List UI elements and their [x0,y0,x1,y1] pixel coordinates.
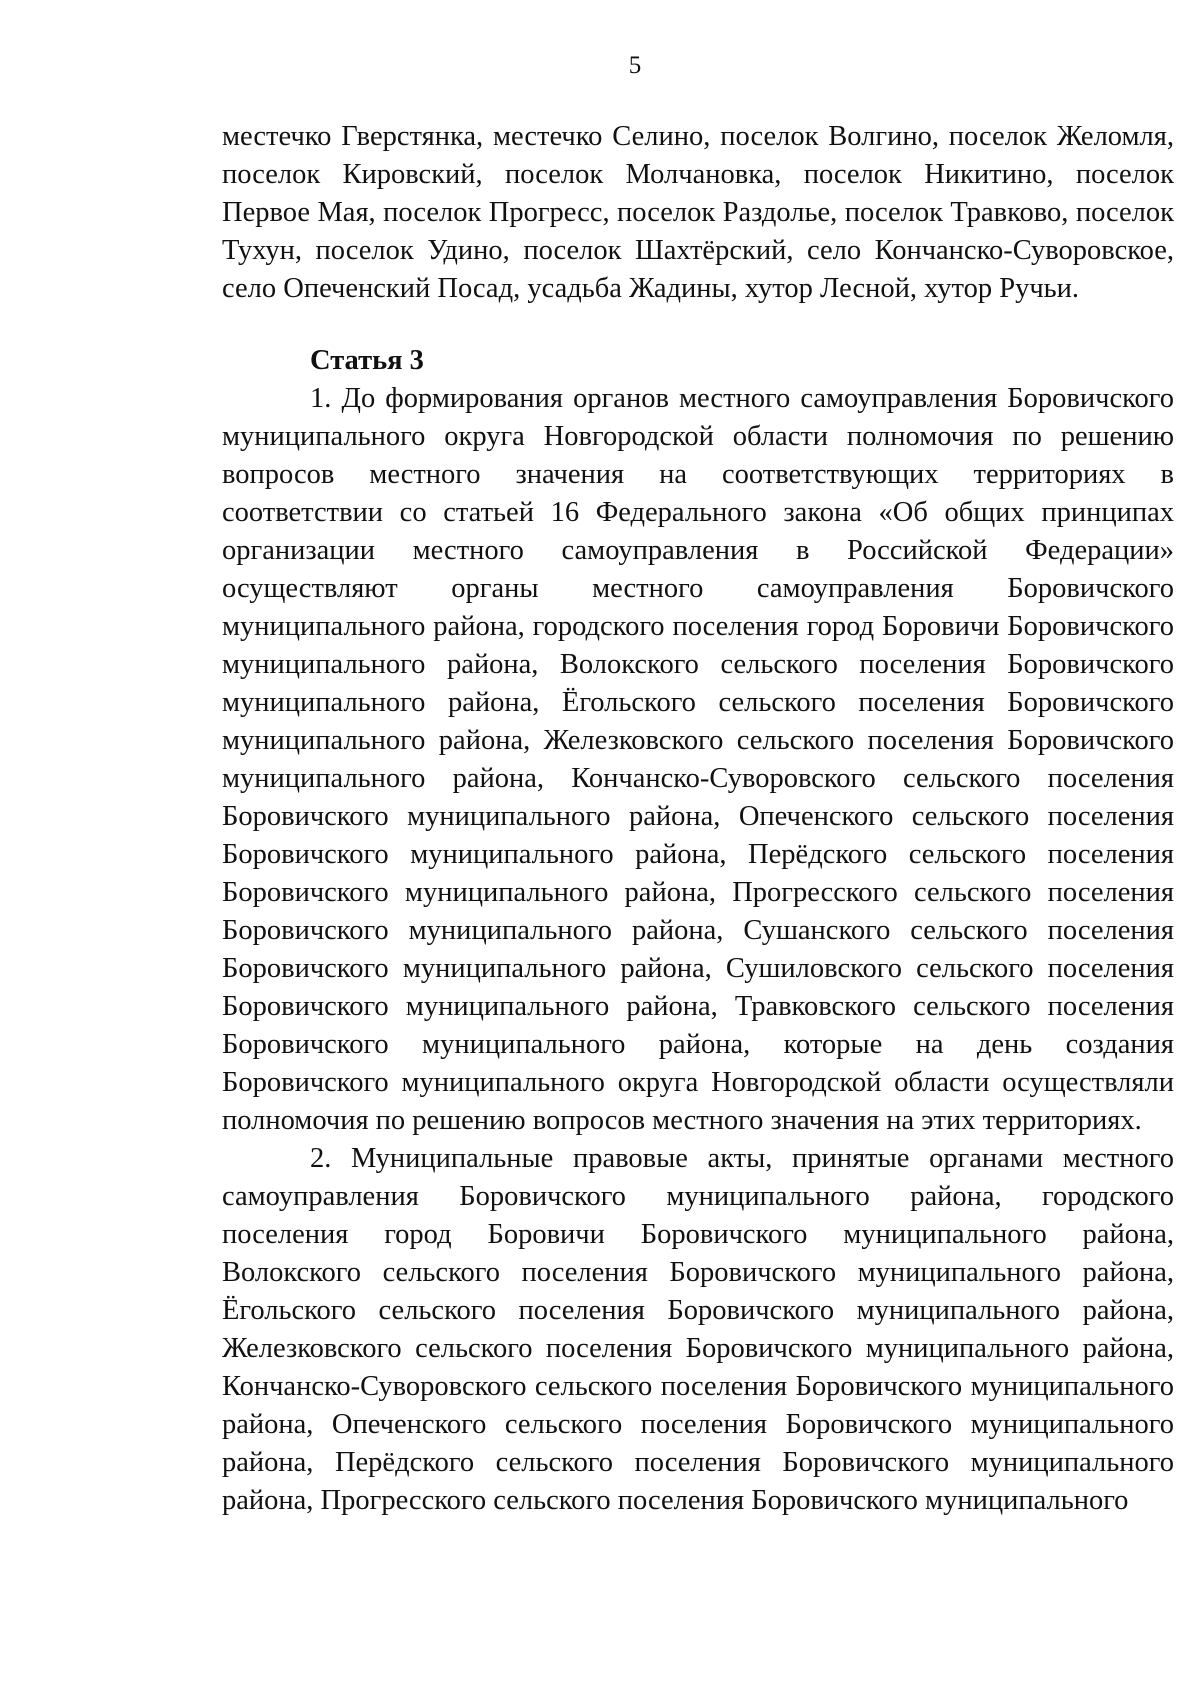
page-number: 5 [628,52,642,79]
article-item-2: 2. Муниципальные правовые акты, принятые органами местного самоуправления Боровичского муниципального района, городского поселения город Боровичи Боровичского муниципального района, Волокского сельского поселения Боровичского муниципального района, Ёгольского сельского поселения Боровичского муниципального района, Железковского сельского поселения Боровичского муниципального района, Кончанско-Суворовского сельского поселения Боровичского муниципального района, Опеченского сельского поселения Боровичского муниципального района, Перёдского сельского поселения Боровичского муниципального района, Прогресского сельского поселения Боровичского муниципального [222,1143,1174,1516]
document-body [222,118,1174,1520]
article-item-1: 1. До формирования органов местного самоуправления Боровичского муниципального округа Новгородской области полномочия по решению вопросов местного значения на соответствующих территориях в соответствии со статьей 16 Федерального закона «Об общих принципах организации местного самоуправления в Российской Федерации» осуществляют органы местного самоуправления Боровичского муниципального района, городского поселения город Боровичи Боровичского муниципального района, Волокского сельского поселения Боровичского муниципального района, Ёгольского сельского поселения Боровичского муниципального района, Железковского сельского поселения Боровичского муниципального района, Кончанско-Суворовского сельского поселения Боровичского муниципального района, Опеченского сельского поселения Боровичского муниципального района, Перёдского сельского поселения Боровичского муниципального района, Прогресского сельского поселения Боровичского муниципального района, Сушанского сельского поселения Боровичского муниципального района, Сушиловского сельского поселения Боровичского муниципального района, Травковского сельского поселения Боровичского муниципального района, которые на день создания Боровичского муниципального округа Новгородской области осуществляли полномочия по решению вопросов местного значения на этих территориях. [222,383,1174,1136]
continuation-paragraph: местечко Гверстянка, местечко Селино, поселок Волгино, поселок Желомля, поселок Кировский, поселок Молчановка, поселок Никитино, поселок Первое Мая, поселок Прогресс, поселок Раздолье, поселок Травково, поселок Тухун, поселок Удино, поселок Шахтёрский, село Кончанско-Суворовское, село Опеченский Посад, усадьба Жадины, хутор Лесной, хутор Ручьи. [222,121,1174,304]
article-heading: Статья 3 [310,345,424,376]
